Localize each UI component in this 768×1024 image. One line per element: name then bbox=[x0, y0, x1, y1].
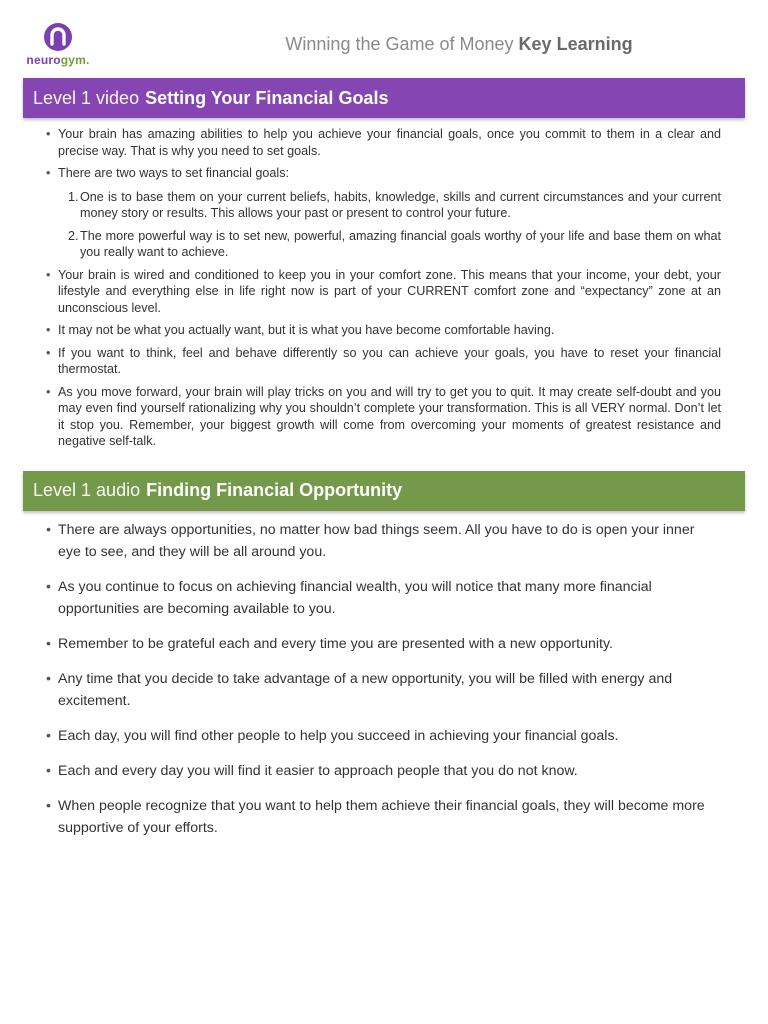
list-item: • Remember to be grateful each and every time you are presented with a new opportunity. bbox=[46, 633, 721, 655]
section-prefix: Level 1 audio bbox=[33, 480, 141, 500]
section-title: Setting Your Financial Goals bbox=[145, 87, 389, 108]
list-item: • As you move forward, your brain will play tricks on you and will try to get you to quit. It may create self-doubt and you may even find yourself rationalizing why you shouldn’t complete your transformation. This is all VERY normal. Don’t let it stop you. Remember, your biggest growth will come from overcoming your moments of greatest resistance and negative self-talk. bbox=[46, 384, 721, 450]
title-light: Winning the Game of Money bbox=[285, 34, 519, 54]
list-item: • Your brain has amazing abilities to help you achieve your financial goals, once you commit to them in a clear and precise way. That is why you need to set goals. bbox=[46, 126, 721, 159]
document-title bbox=[0, 34, 768, 55]
list-item: • Your brain is wired and conditioned to keep you in your comfort zone. This means that your income, your debt, your lifestyle and everything else in life right now is part of your CURRENT comfort zone and “expectancy” zone at an unconscious level. bbox=[46, 267, 721, 317]
list-item: • There are two ways to set financial goals: 1. One is to base them on your current beliefs, habits, knowledge, skills and current circumstances and your current money story or results. This allows your past or present to control your future. 2. The more powerful way is to set new, powerful, amazing financial goals worthy of your life and base them on what you really want to achieve. bbox=[46, 165, 721, 261]
brand-wordmark: neurogym. bbox=[26, 53, 90, 67]
section2-bullet-list bbox=[0, 519, 768, 839]
list-item: • There are always opportunities, no matter how bad things seem. All you have to do is open your inner eye to see, and they will be all around you. bbox=[46, 519, 721, 563]
list-item: • As you continue to focus on achieving financial wealth, you will notice that many more financial opportunities are becoming available to you. bbox=[46, 576, 721, 620]
list-item: • It may not be what you actually want, but it is what you have become comfortable having. bbox=[46, 322, 721, 339]
section-prefix: Level 1 video bbox=[33, 87, 140, 108]
list-item: • If you want to think, feel and behave differently so you can achieve your goals, you have to reset your financial thermostat. bbox=[46, 345, 721, 378]
list-item: • Any time that you decide to take advantage of a new opportunity, you will be filled with energy and excitement. bbox=[46, 668, 721, 712]
numbered-sublist bbox=[58, 189, 721, 261]
section1-bullet-list bbox=[0, 126, 768, 450]
list-item: • When people recognize that you want to help them achieve their financial goals, they will become more supportive of your efforts. bbox=[46, 795, 721, 839]
list-item: • Each day, you will find other people to help you succeed in achieving your financial goals. bbox=[46, 725, 721, 747]
section-banner-video bbox=[23, 78, 745, 118]
sublist-item: 1. One is to base them on your current beliefs, habits, knowledge, skills and current circumstances and your current money story or results. This allows your past or present to control your future. bbox=[68, 189, 721, 220]
title-bold: Key Learning bbox=[518, 34, 633, 54]
page-header bbox=[0, 0, 768, 78]
section-banner-audio bbox=[23, 471, 745, 511]
list-item: • Each and every day you will find it easier to approach people that you do not know. bbox=[46, 760, 721, 782]
section-title: Finding Financial Opportunity bbox=[146, 480, 403, 500]
sublist-item: 2. The more powerful way is to set new, powerful, amazing financial goals worthy of your life and base them on what you really want to achieve. bbox=[68, 228, 721, 259]
